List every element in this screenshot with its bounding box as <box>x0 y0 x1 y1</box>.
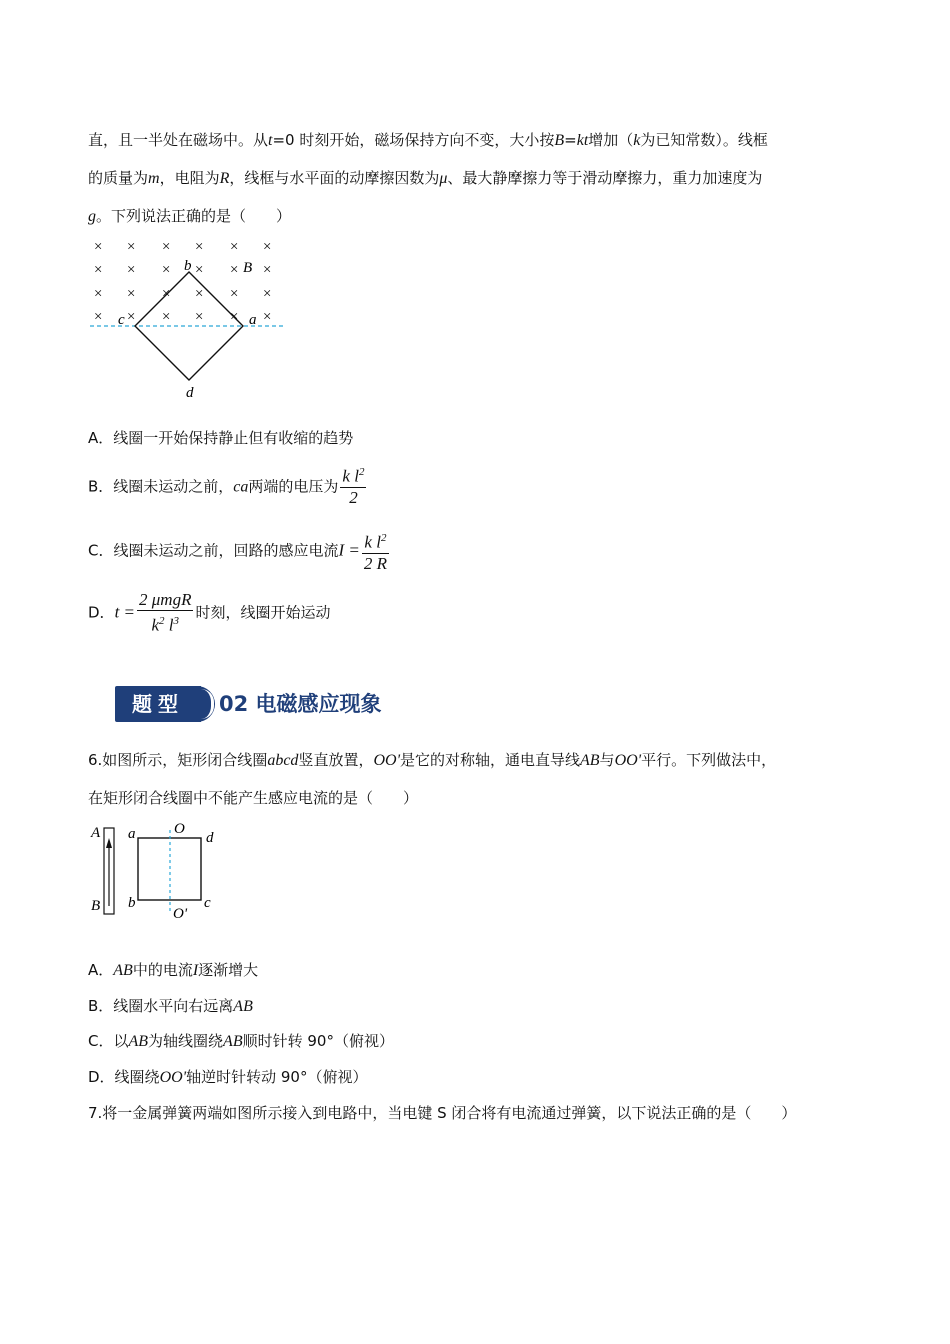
field-cross-3-3: × <box>194 309 205 325</box>
field-cross-3-5: × <box>262 309 273 325</box>
field-cross-3-1: × <box>126 309 137 325</box>
field-cross-1-2: × <box>161 262 172 278</box>
field-cross-1-0: × <box>93 262 104 278</box>
field-cross-2-1: × <box>126 286 137 302</box>
field-cross-0-4: × <box>229 239 240 255</box>
q5-figure <box>85 232 295 402</box>
current-arrow-head <box>106 838 112 848</box>
q6-option-c: C．以AB为轴线圈绕AB顺时针转 90°（俯视） <box>88 1032 394 1050</box>
label-O: O <box>174 821 185 837</box>
field-cross-3-2: × <box>161 309 172 325</box>
field-cross-0-3: × <box>194 239 205 255</box>
q5-option-d: D．t = $\frac{\text{2 μmgR}}{k^2 l^3}$ 时刻，线圈开始运动 <box>88 590 331 635</box>
label-B: B <box>243 260 253 276</box>
field-cross-2-5: × <box>262 286 273 302</box>
field-cross-2-3: × <box>194 286 205 302</box>
label-b: b <box>128 895 136 911</box>
label-d: d <box>186 385 194 401</box>
label-c: c <box>118 312 125 328</box>
field-cross-3-0: × <box>93 309 104 325</box>
q5-option-b: B．线圈未运动之前，ca两端的电压为 $\frac{k l^2}{2}$ <box>88 466 368 508</box>
label-A: A <box>91 825 101 841</box>
section-banner <box>115 686 415 722</box>
q7-line-1: 7.将一金属弹簧两端如图所示接入到电路中，当电键 S 闭合将有电流通过弹簧，以下说法正确的是（ ） <box>88 1104 797 1122</box>
q5-option-a: A．线圈一开始保持静止但有收缩的趋势 <box>88 429 354 447</box>
q6-option-b: B．线圈水平向右远离AB <box>88 997 253 1015</box>
field-cross-0-0: × <box>93 239 104 255</box>
field-cross-1-5: × <box>262 262 273 278</box>
banner-title: 02 电磁感应现象 <box>219 692 382 716</box>
label-d: d <box>206 830 214 846</box>
field-cross-1-4: × <box>229 262 240 278</box>
field-cross-1-1: × <box>126 262 137 278</box>
label-a: a <box>249 312 257 328</box>
label-b: b <box>184 258 192 274</box>
label-B: B <box>91 898 101 914</box>
q6-option-a: A．AB中的电流I逐渐增大 <box>88 961 259 979</box>
label-c: c <box>204 895 211 911</box>
q6-figure <box>88 818 228 926</box>
field-cross-0-5: × <box>262 239 273 255</box>
q6-option-d: D．线圈绕OO'轴逆时针转动 90°（俯视） <box>88 1068 368 1086</box>
label-O-prime: O' <box>173 906 188 922</box>
field-cross-3-4: × <box>229 309 240 325</box>
q5-line-2: 的质量为m，电阻为R，线框与水平面的动摩擦因数为μ、最大静摩擦力等于滑动摩擦力，重力加速度为 <box>88 169 763 187</box>
field-cross-0-2: × <box>161 239 172 255</box>
field-cross-2-0: × <box>93 286 104 302</box>
field-cross-2-4: × <box>229 286 240 302</box>
banner-badge: 题型 <box>115 686 201 722</box>
field-cross-2-2: × <box>161 286 172 302</box>
field-cross-0-1: × <box>126 239 137 255</box>
q5-option-c: C．线圈未运动之前，回路的感应电流I = $\frac{k l^2}{2 R}$ <box>88 528 391 574</box>
label-a: a <box>128 826 136 842</box>
q5-line-3: g。下列说法正确的是（ ） <box>88 207 292 225</box>
field-cross-1-3: × <box>194 262 205 278</box>
q5-line-1: 直，且一半处在磁场中。从t=0 时刻开始，磁场保持方向不变，大小按B=kt增加（k为已知常数）。线框 <box>88 131 768 149</box>
q6-line-2: 在矩形闭合线圈中不能产生感应电流的是（ ） <box>88 789 419 807</box>
q6-line-1: 6.如图所示，矩形闭合线圈abcd竖直放置，OO'是它的对称轴，通电直导线AB与OO'平行。下列做法中， <box>88 751 777 769</box>
